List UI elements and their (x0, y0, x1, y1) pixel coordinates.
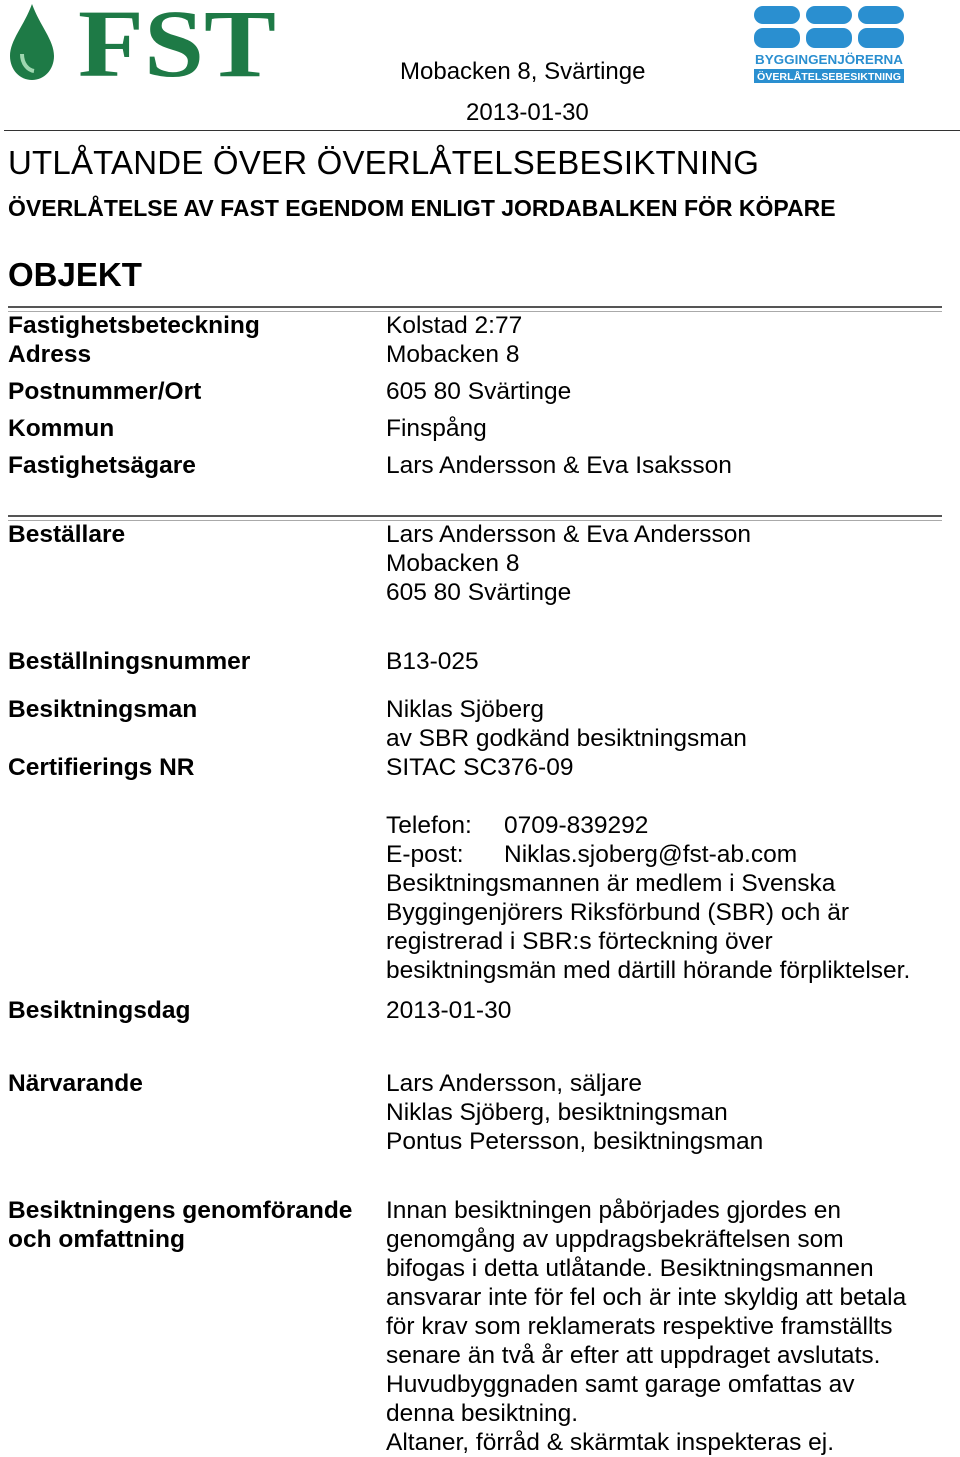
genomforande-line: Altaner, förråd & skärmtak inspekteras ej. (386, 1429, 834, 1456)
value-fastighetsbeteckning: Kolstad 2:77 (386, 312, 523, 339)
document-subtitle: ÖVERLÅTELSE AV FAST EGENDOM ENLIGT JORDABALKEN FÖR KÖPARE (8, 195, 836, 221)
label-adress: Adress (8, 341, 92, 368)
label-fastighetsagare: Fastighetsägare (8, 452, 196, 479)
fst-logo (8, 0, 276, 84)
genomforande-line: genomgång av uppdragsbekräftelsen som (386, 1226, 844, 1253)
membership-line: Besiktningsmannen är medlem i Svenska (386, 870, 836, 897)
value-bestallare (386, 520, 751, 607)
sbr-logo-line1: BYGGINGENJÖRERNA (755, 52, 904, 67)
value-postnummer: 605 80 Svärtinge (386, 378, 572, 405)
email-value: Niklas.sjoberg@fst-ab.com (504, 841, 798, 868)
header-location: Mobacken 8, Svärtinge (400, 58, 646, 85)
narvarande-line: Lars Andersson, säljare (386, 1070, 643, 1097)
value-certifiering: SITAC SC376-09 (386, 754, 574, 781)
value-genomforande (386, 1196, 906, 1457)
membership-line: Byggingenjörers Riksförbund (SBR) och är (386, 899, 849, 926)
label-fastighetsbeteckning: Fastighetsbeteckning (8, 312, 260, 339)
value-besiktningsman (386, 695, 747, 753)
genomforande-label-line: och omfattning (8, 1226, 185, 1253)
membership-line: besiktningsmän med därtill hörande förpliktelser. (386, 957, 911, 984)
label-narvarande: Närvarande (8, 1070, 143, 1097)
membership-line: registrerad i SBR:s förteckning över (386, 928, 773, 955)
header-divider (4, 130, 960, 131)
value-fastighetsagare: Lars Andersson & Eva Isaksson (386, 452, 732, 479)
bestallare-line: 605 80 Svärtinge (386, 579, 572, 606)
genomforande-line: bifogas i detta utlåtande. Besiktningsmannen (386, 1255, 874, 1282)
contact-phone-row (386, 811, 910, 840)
genomforande-line: senare än två år efter att uppdraget avslutats. (386, 1342, 881, 1369)
label-besiktningsman: Besiktningsman (8, 696, 198, 723)
genomforande-line: Innan besiktningen påbörjades gjordes en (386, 1197, 841, 1224)
genomforande-line: ansvarar inte för fel och är inte skyldig att betala (386, 1284, 907, 1311)
header-date: 2013-01-30 (466, 99, 589, 126)
sbr-logo-line2: ÖVERLÅTELSEBESIKTNING (757, 71, 900, 83)
genomforande-line: för krav som reklamerats respektive framställts (386, 1313, 893, 1340)
email-label: E-post: (386, 841, 464, 868)
contact-block (386, 811, 910, 985)
section-heading-objekt: OBJEKT (8, 256, 142, 293)
besiktningsman-line: av SBR godkänd besiktningsman (386, 725, 747, 752)
label-kommun: Kommun (8, 415, 115, 442)
phone-label: Telefon: (386, 812, 472, 839)
document-title: UTLÅTANDE ÖVER ÖVERLÅTELSEBESIKTNING (8, 144, 760, 181)
label-genomforande (8, 1196, 352, 1254)
value-kommun: Finspång (386, 415, 487, 442)
value-bestallningsnummer: B13-025 (386, 648, 479, 675)
fst-logo-text: FST (78, 0, 276, 84)
genomforande-line: denna besiktning. (386, 1400, 579, 1427)
contact-email-row (386, 840, 910, 869)
narvarande-line: Niklas Sjöberg, besiktningsman (386, 1099, 728, 1126)
bestallare-line: Lars Andersson & Eva Andersson (386, 521, 751, 548)
label-certifiering: Certifierings NR (8, 754, 195, 781)
label-besiktningsdag: Besiktningsdag (8, 997, 191, 1024)
label-bestallningsnummer: Beställningsnummer (8, 648, 251, 675)
bestallare-line: Mobacken 8 (386, 550, 520, 577)
sbr-logo (752, 4, 906, 84)
genomforande-label-line: Besiktningens genomförande (8, 1197, 353, 1224)
label-bestallare: Beställare (8, 521, 126, 548)
genomforande-line: Huvudbyggnaden samt garage omfattas av (386, 1371, 855, 1398)
besiktningsman-line: Niklas Sjöberg (386, 696, 544, 723)
value-besiktningsdag: 2013-01-30 (386, 997, 512, 1024)
value-adress: Mobacken 8 (386, 341, 520, 368)
label-postnummer: Postnummer/Ort (8, 378, 202, 405)
value-narvarande (386, 1069, 763, 1156)
phone-value: 0709-839292 (504, 812, 649, 839)
narvarande-line: Pontus Petersson, besiktningsman (386, 1128, 764, 1155)
